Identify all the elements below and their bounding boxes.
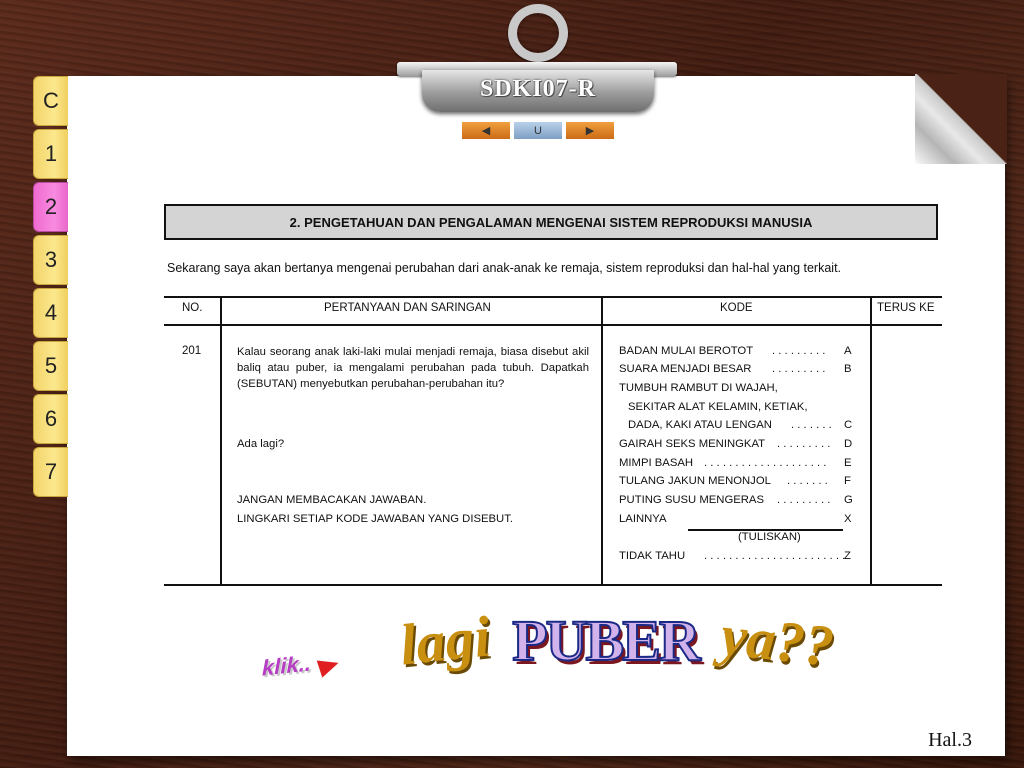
code-dots: . . . . . . . . . [772, 345, 826, 357]
klik-link[interactable] [262, 650, 339, 681]
code-label: SUARA MENJADI BESAR [619, 363, 752, 375]
code-option [619, 419, 859, 431]
col-divider [220, 296, 222, 586]
tab-7[interactable]: 7 [33, 447, 68, 497]
code-dots: . . . . . . . . . . . . . . . . . . . . [704, 457, 827, 469]
page-curl [915, 74, 1007, 164]
code-letter: A [844, 345, 852, 357]
header-skip: TERUS KE [877, 302, 935, 314]
table-bottom-rule [164, 584, 942, 586]
clip-ring-icon [508, 4, 568, 62]
code-letter: F [844, 475, 851, 487]
code-option [619, 457, 859, 469]
tab-1[interactable]: 1 [33, 129, 68, 179]
code-letter: B [844, 363, 852, 375]
table-top-rule [164, 296, 942, 298]
code-option [619, 475, 859, 487]
wordart-lagi: lagi [396, 603, 494, 678]
code-dots: . . . . . . . . . . . . . . . . . . . . . . . [704, 550, 846, 562]
code-letter: C [844, 419, 853, 431]
code-option [619, 438, 859, 450]
code-label: TULANG JAKUN MENONJOL [619, 475, 771, 487]
code-label: DADA, KAKI ATAU LENGAN [628, 419, 772, 431]
clipboard-clip [422, 70, 654, 112]
code-dots: . . . . . . . . . [772, 363, 826, 375]
klik-text: klik.. [262, 650, 311, 681]
code-label: LAINNYA [619, 513, 667, 525]
code-dots: . . . . . . . [787, 475, 828, 487]
code-letter: X [844, 513, 852, 525]
code-label: BADAN MULAI BEROTOT [619, 345, 754, 357]
code-letter: Z [844, 550, 851, 562]
code-label: GAIRAH SEKS MENINGKAT [619, 438, 766, 450]
prev-button[interactable]: ◀ [462, 122, 510, 139]
question-text: Kalau seorang anak laki-laki mulai menjadi remaja, biasa disebut akil baliq atau puber, ia mengalami perubahan pada tubuh. Dapatkah (SEBUTAN) menyebutkan perubahan-perubahan itu? [237, 346, 589, 390]
chapter-tabs [33, 76, 69, 500]
section-title: 2. PENGETAHUAN DAN PENGALAMAN MENGENAI SISTEM REPRODUKSI MANUSIA [164, 204, 938, 240]
wordart-banner [396, 602, 837, 679]
question-table [164, 296, 942, 586]
code-label: (TULISKAN) [738, 531, 801, 543]
code-label: PUTING SUSU MENGERAS [619, 494, 764, 506]
tab-3[interactable]: 3 [33, 235, 68, 285]
code-option [628, 401, 868, 413]
next-button[interactable]: ▶ [566, 122, 614, 139]
instruction-text: LINGKARI SETIAP KODE JAWABAN YANG DISEBUT. [237, 513, 514, 525]
return-button[interactable]: U [514, 122, 562, 139]
header-question: PERTANYAAN DAN SARINGAN [324, 302, 491, 314]
question-number: 201 [182, 345, 202, 357]
code-option [619, 345, 859, 357]
page-number: Hal.3 [928, 729, 972, 751]
tab-5[interactable]: 5 [33, 341, 68, 391]
tab-2[interactable]: 2 [33, 182, 68, 232]
tab-4[interactable]: 4 [33, 288, 68, 338]
wordart-ya: ya?? [717, 602, 837, 679]
col-divider [601, 296, 603, 586]
code-option [738, 531, 978, 543]
code-option [619, 382, 859, 394]
intro-text: Sekarang saya akan bertanya mengenai perubahan dari anak-anak ke remaja, sistem reproduksi dan hal-hal yang terkait. [167, 261, 842, 275]
code-dots: . . . . . . . [791, 419, 832, 431]
code-option [619, 513, 859, 525]
instruction-text: JANGAN MEMBACAKAN JAWABAN. [237, 494, 427, 506]
clip-label: SDKI07-R [479, 76, 596, 102]
code-label: TUMBUH RAMBUT DI WAJAH, [619, 382, 778, 394]
code-option [619, 550, 859, 562]
tab-6[interactable]: 6 [33, 394, 68, 444]
table-header-rule [164, 324, 942, 326]
code-letter: D [844, 438, 853, 450]
code-letter: E [844, 457, 852, 469]
code-option [619, 363, 859, 375]
code-dots: . . . . . . . . . [777, 494, 831, 506]
probe-text: Ada lagi? [237, 438, 285, 450]
code-label: SEKITAR ALAT KELAMIN, KETIAK, [628, 401, 808, 413]
nav-buttons [462, 122, 614, 139]
code-label: MIMPI BASAH [619, 457, 694, 469]
code-letter: G [844, 494, 853, 506]
wordart-puber: PUBER [512, 608, 699, 673]
code-label: TIDAK TAHU [619, 550, 686, 562]
red-arrow-icon [317, 654, 342, 677]
header-no: NO. [182, 302, 203, 314]
code-dots: . . . . . . . . . [777, 438, 831, 450]
header-code: KODE [720, 302, 753, 314]
tab-c[interactable]: C [33, 76, 68, 126]
code-option [619, 494, 859, 506]
